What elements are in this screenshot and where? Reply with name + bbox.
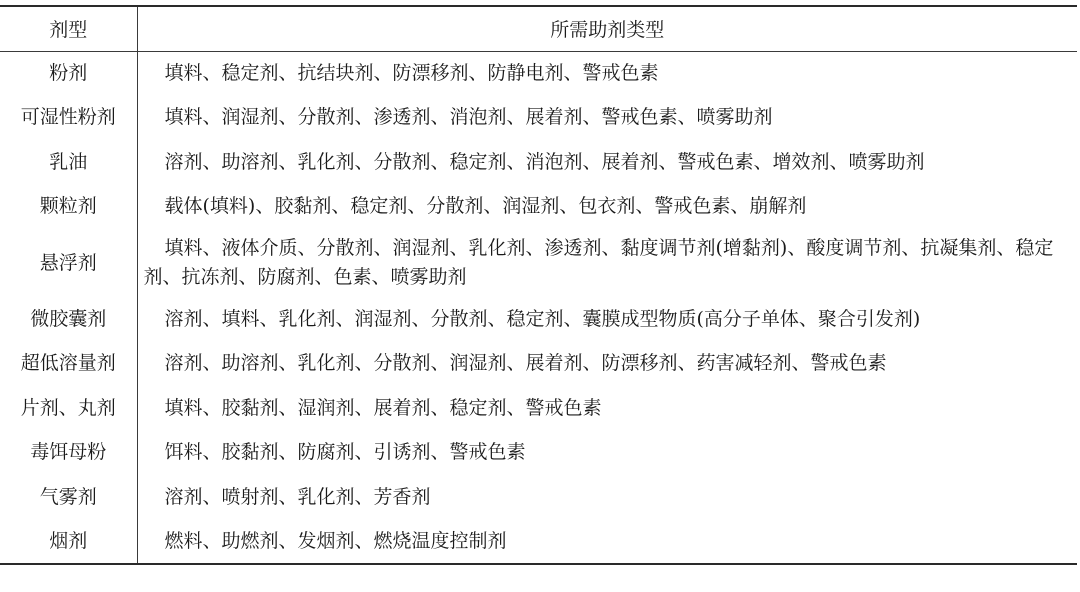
table-body <box>0 51 1077 564</box>
row-adjuvant-list: 燃料、助燃剂、发烟剂、燃烧温度控制剂 <box>137 520 1077 565</box>
row-formulation-type: 颗粒剂 <box>0 185 137 230</box>
row-adjuvant-list: 溶剂、助溶剂、乳化剂、分散剂、稳定剂、消泡剂、展着剂、警戒色素、增效剂、喷雾助剂 <box>164 150 925 173</box>
table-row <box>0 140 1077 185</box>
table-row <box>0 475 1077 520</box>
row-formulation-type: 粉剂 <box>0 51 137 96</box>
row-adjuvant-list: 填料、稳定剂、抗结块剂、防漂移剂、防静电剂、警戒色素 <box>164 62 659 84</box>
header-formulation-type: 剂型 <box>0 6 137 51</box>
table-row <box>0 96 1077 141</box>
row-adjuvant-list: 溶剂、喷射剂、乳化剂、芳香剂 <box>164 485 431 508</box>
table-row <box>0 185 1077 230</box>
row-formulation-type: 毒饵母粉 <box>0 431 137 476</box>
header-required-adjuvants: 所需助剂类型 <box>137 6 1077 51</box>
row-formulation-type: 微胶囊剂 <box>0 297 137 342</box>
row-adjuvant-list: 填料、润湿剂、分散剂、渗透剂、消泡剂、展着剂、警戒色素、喷雾助剂 <box>164 106 773 129</box>
row-formulation-type: 悬浮剂 <box>0 229 137 297</box>
row-adjuvant-list: 填料、胶黏剂、湿润剂、展着剂、稳定剂、警戒色素 <box>164 396 602 419</box>
row-adjuvant-list: 载体(填料)、胶黏剂、稳定剂、分散剂、润湿剂、包衣剂、警戒色素、崩解剂 <box>164 195 807 218</box>
table-row <box>0 297 1077 342</box>
row-adjuvant-list: 饵料、胶黏剂、防腐剂、引诱剂、警戒色素 <box>164 441 526 464</box>
table-row <box>0 229 1077 297</box>
row-formulation-type: 烟剂 <box>0 520 137 565</box>
header-row <box>0 6 1077 51</box>
table-header <box>0 6 1077 51</box>
formulation-adjuvant-table <box>0 5 1077 565</box>
row-adjuvant-list: 填料、液体介质、分散剂、润湿剂、乳化剂、渗透剂、黏度调节剂(增黏剂)、酸度调节剂、抗凝集剂、稳定剂、抗冻剂、防腐剂、色素、喷雾助剂 <box>143 237 1054 288</box>
row-adjuvant-list: 溶剂、助溶剂、乳化剂、分散剂、润湿剂、展着剂、防漂移剂、药害减轻剂、警戒色素 <box>164 352 887 375</box>
row-formulation-type: 可湿性粉剂 <box>0 96 137 141</box>
table-row <box>0 342 1077 387</box>
table-row <box>0 520 1077 565</box>
row-formulation-type: 片剂、丸剂 <box>0 386 137 431</box>
row-formulation-type: 气雾剂 <box>0 475 137 520</box>
table-row <box>0 431 1077 476</box>
row-formulation-type: 乳油 <box>0 140 137 185</box>
table-row <box>0 386 1077 431</box>
table-row <box>0 51 1077 96</box>
row-formulation-type: 超低溶量剂 <box>0 342 137 387</box>
row-adjuvant-list: 溶剂、填料、乳化剂、润湿剂、分散剂、稳定剂、囊膜成型物质(高分子单体、聚合引发剂) <box>164 307 921 330</box>
